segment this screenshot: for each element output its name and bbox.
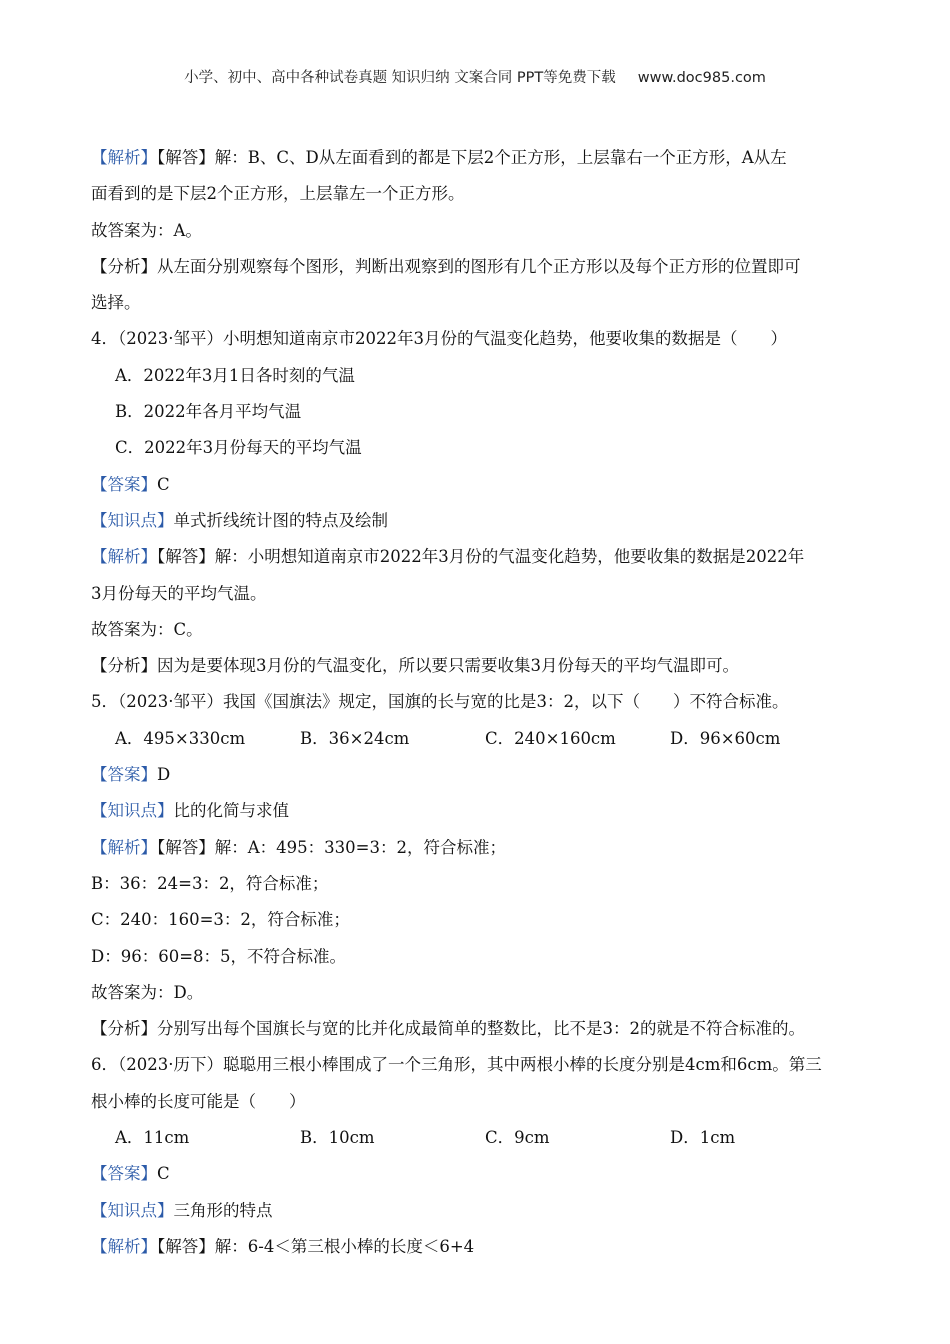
q5-answer-tag: 【答案】 [91, 765, 157, 785]
q5-analysis-line-c: C：240：160=3：2，符合标准； [91, 910, 350, 930]
q6-option-c: C．9cm [485, 1128, 550, 1148]
q5-knowledge-point: 【知识点】比的化简与求值 [91, 801, 289, 821]
q6-knowledge-point: 【知识点】三角形的特点 [91, 1200, 273, 1220]
q5-option-d: D．96×60cm [670, 728, 781, 748]
q6-option-b: B．10cm [300, 1128, 375, 1148]
header-site-link[interactable]: www.doc985.com [637, 70, 766, 86]
q3-fenxi-line-2: 选择。 [91, 293, 141, 313]
q5-analysis-tag: 【解析】 [91, 837, 157, 857]
q4-analysis-tag: 【解析】 [91, 547, 157, 567]
q6-option-d: D．1cm [670, 1128, 736, 1148]
q5-stem: 5．（2023·邹平）我国《国旗法》规定，国旗的长与宽的比是3：2，以下（ ）不符合标准。 [91, 692, 789, 712]
q5-option-c: C．240×160cm [485, 728, 616, 748]
q5-analysis-line-b: B：36：24=3：2，符合标准； [91, 873, 329, 893]
q6-answer-tag: 【答案】 [91, 1164, 157, 1184]
q6-kp-tag: 【知识点】 [91, 1200, 174, 1220]
q6-options [91, 1120, 861, 1156]
q4-final-answer: 故答案为：C。 [91, 619, 203, 639]
q5-fenxi: 【分析】分别写出每个国旗长与宽的比并化成最简单的整数比，比不是3：2的就是不符合标准的。 [91, 1019, 805, 1039]
q6-analysis-line-1: 【解析】【解答】解：6-4＜第三根小棒的长度＜6+4 [91, 1236, 475, 1256]
header-text: 小学、初中、高中各种试卷真题 知识归纳 文案合同 PPT等免费下载 [184, 70, 616, 86]
q4-knowledge-point: 【知识点】单式折线统计图的特点及绘制 [91, 510, 388, 530]
q3-analysis-tag: 【解析】 [91, 148, 157, 167]
q4-fenxi: 【分析】因为是要体现3月份的气温变化，所以要只需要收集3月份每天的平均气温即可。 [91, 656, 739, 676]
q4-stem: 4．（2023·邹平）小明想知道南京市2022年3月份的气温变化趋势，他要收集的数据是（ ） [91, 329, 787, 349]
q6-stem-line-2: 根小棒的长度可能是（ ） [91, 1091, 306, 1111]
q5-final-answer: 故答案为：D。 [91, 982, 204, 1002]
q3-analysis-line-2: 面看到的是下层2个正方形，上层靠左一个正方形。 [91, 184, 465, 204]
q6-option-a: A．11cm [115, 1128, 190, 1148]
page-header [0, 66, 950, 87]
q4-answer-tag: 【答案】 [91, 474, 157, 494]
q4-option-c: C．2022年3月份每天的平均气温 [115, 438, 362, 458]
q6-stem-line-1: 6．（2023·历下）聪聪用三根小棒围成了一个三角形，其中两根小棒的长度分别是4cm和6cm。第三 [91, 1055, 822, 1075]
q4-analysis-line-2: 3月份每天的平均气温。 [91, 583, 267, 603]
q4-option-b: B．2022年各月平均气温 [115, 402, 302, 422]
q4-kp-tag: 【知识点】 [91, 510, 174, 530]
q3-fenxi-line-1: 【分析】从左面分别观察每个图形，判断出观察到的图形有几个正方形以及每个正方形的位置即可 [91, 256, 801, 276]
q4-answer: 【答案】C [91, 474, 170, 494]
document-body [91, 140, 861, 1265]
q5-options [91, 721, 861, 757]
q5-answer: 【答案】D [91, 765, 171, 785]
q5-analysis-line-1: 【解析】【解答】解：A：495：330=3：2，符合标准； [91, 837, 506, 857]
q5-kp-tag: 【知识点】 [91, 801, 174, 821]
q3-analysis-line-1: 【解析】【解答】解：B、C、D从左面看到的都是下层2个正方形，上层靠右一个正方形，A从左 [91, 148, 787, 167]
q4-analysis-line-1: 【解析】【解答】解：小明想知道南京市2022年3月份的气温变化趋势，他要收集的数据是2022年 [91, 547, 805, 567]
q5-analysis-line-d: D：96：60=8：5，不符合标准。 [91, 946, 347, 966]
q3-final-answer: 故答案为：A。 [91, 220, 202, 240]
q5-option-b: B．36×24cm [300, 728, 410, 748]
q5-option-a: A．495×330cm [115, 728, 246, 748]
q6-analysis-tag: 【解析】 [91, 1236, 157, 1256]
q6-answer: 【答案】C [91, 1164, 170, 1184]
q4-option-a: A．2022年3月1日各时刻的气温 [115, 365, 355, 385]
